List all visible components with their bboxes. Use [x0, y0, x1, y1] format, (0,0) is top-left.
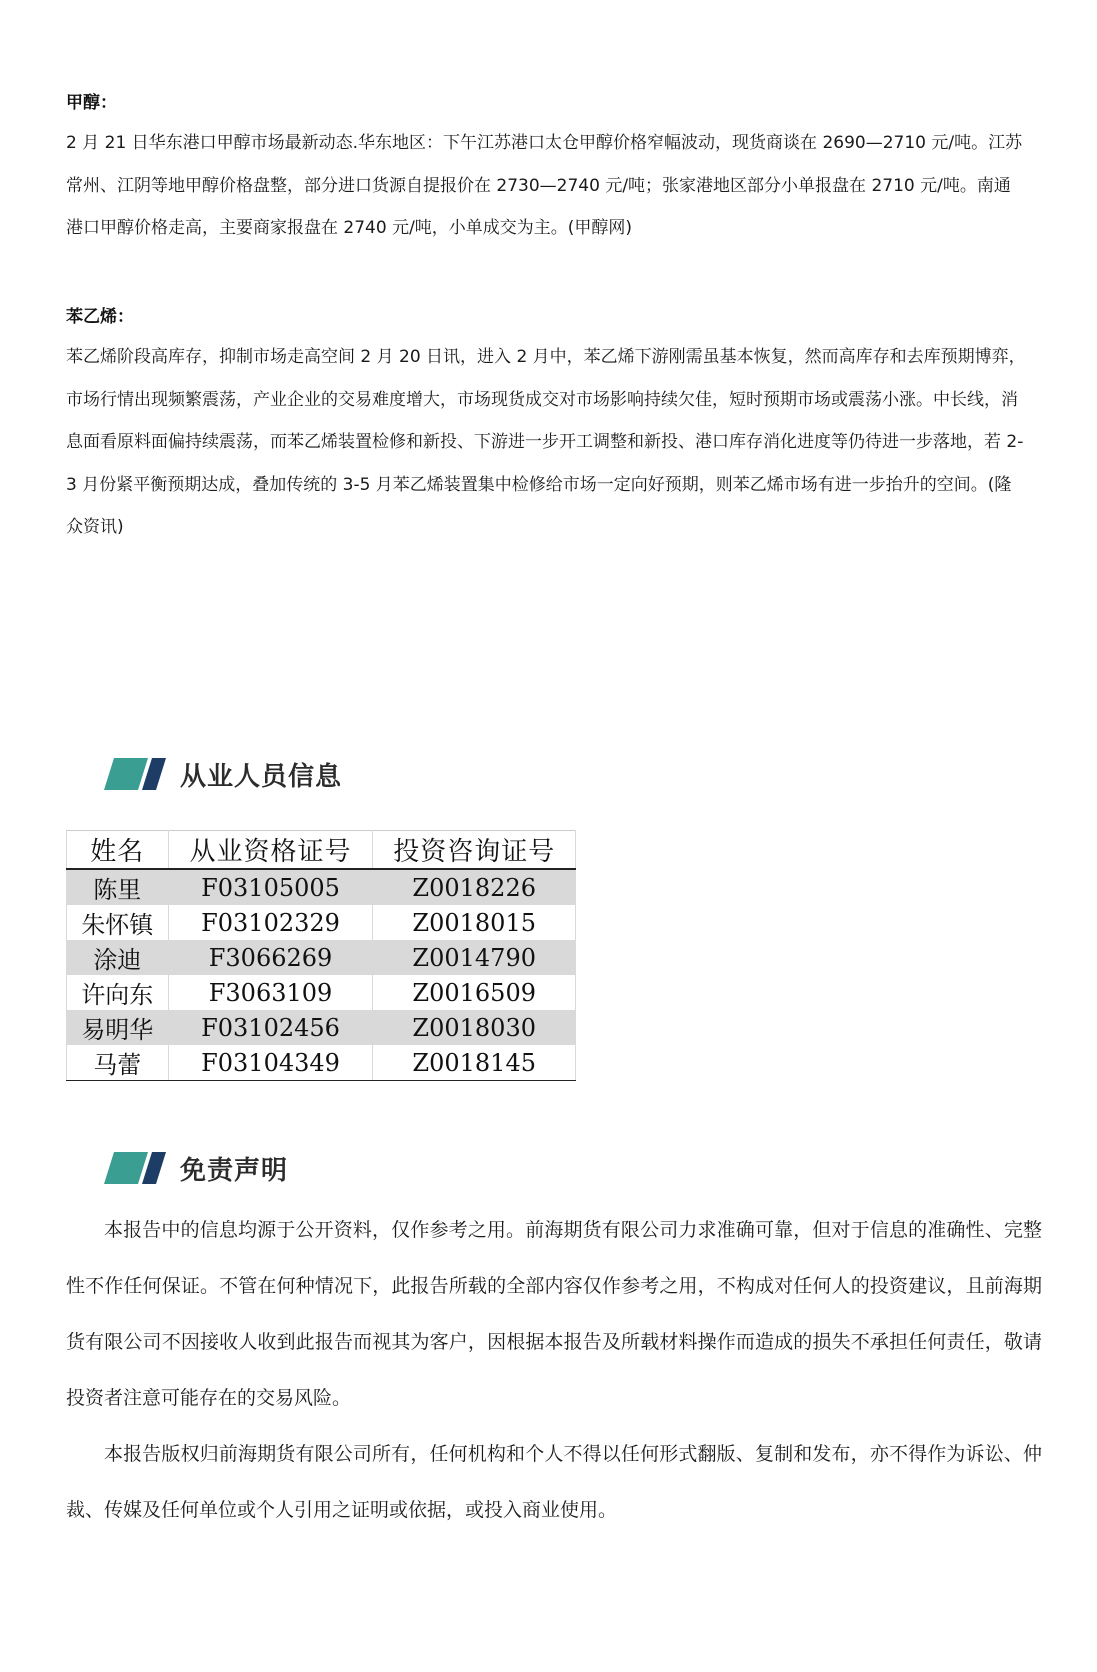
disclaimer-section-title: 免责声明 [180, 1155, 289, 1186]
copyright-paragraph: 本报告版权归前海期货有限公司所有，任何机构和个人不得以任何形式翻版、复制和发布，亦不得作为诉讼、仲裁、传媒及任何单位或个人引用之证明或依据，或投入商业使用。 [66, 1443, 1042, 1521]
styrene-heading: 苯乙烯： [66, 307, 134, 327]
staff-table-header-row [67, 831, 576, 870]
consulting-number: Z0018015 [373, 905, 576, 940]
staff-section-header [104, 758, 342, 790]
staff-name: 马蕾 [67, 1045, 169, 1081]
qualification-number: F03105005 [168, 869, 373, 905]
column-header-consulting: 投资咨询证号 [373, 831, 576, 870]
table-row [67, 1010, 576, 1045]
qualification-number: F03102329 [168, 905, 373, 940]
qualification-number: F3063109 [168, 975, 373, 1010]
section-marker-icon [104, 758, 166, 790]
disclaimer-paragraph: 本报告中的信息均源于公开资料，仅作参考之用。前海期货有限公司力求准确可靠，但对于信息的准确性、完整性不作任何保证。不管在何种情况下，此报告所载的全部内容仅作参考之用，不构成对任何人的投资建议，且前海期货有限公司不因接收人收到此报告而视其为客户，因根据本报告及所载材料操作而造成的损失不承担任何责任，敬请投资者注意可能存在的交易风险。 [66, 1219, 1042, 1409]
column-header-qualification: 从业资格证号 [168, 831, 373, 870]
staff-name: 陈里 [67, 869, 169, 905]
column-header-name: 姓名 [67, 831, 169, 870]
staff-name: 许向东 [67, 975, 169, 1010]
consulting-number: Z0018145 [373, 1045, 576, 1081]
table-row [67, 905, 576, 940]
table-row [67, 1045, 576, 1081]
table-row [67, 940, 576, 975]
styrene-paragraph: 苯乙烯阶段高库存，抑制市场走高空间 2 月 20 日讯，进入 2 月中，苯乙烯下游刚需虽基本恢复，然而高库存和去库预期博弈，市场行情出现频繁震荡，产业企业的交易难度增大，市场现货成交对市场影响持续欠佳，短时预期市场或震荡小涨。中长线，消息面看原料面偏持续震荡，而苯乙烯装置检修和新投、下游进一步开工调整和新投、港口库存消化进度等仍待进一步落地，若 2-3 月份紧平衡预期达成，叠加传统的 3-5 月苯乙烯装置集中检修给市场一定向好预期，则苯乙烯市场有进一步抬升的空间。(隆众资讯) [66, 347, 1026, 537]
staff-section-title: 从业人员信息 [180, 761, 343, 792]
qualification-number: F03104349 [168, 1045, 373, 1081]
staff-name: 易明华 [67, 1010, 169, 1045]
qualification-number: F3066269 [168, 940, 373, 975]
consulting-number: Z0014790 [373, 940, 576, 975]
table-row [67, 869, 576, 905]
methanol-heading: 甲醇： [66, 93, 117, 113]
table-row [67, 975, 576, 1010]
consulting-number: Z0018226 [373, 869, 576, 905]
staff-name: 涂迪 [67, 940, 169, 975]
consulting-number: Z0016509 [373, 975, 576, 1010]
methanol-paragraph: 2 月 21 日华东港口甲醇市场最新动态.华东地区：下午江苏港口太仓甲醇价格窄幅波动，现货商谈在 2690—2710 元/吨。江苏常州、江阴等地甲醇价格盘整，部分进口货源自提报价在 2730—2740 元/吨；张家港地区部分小单报盘在 2710 元/吨。南通港口甲醇价格走高，主要商家报盘在 2740 元/吨，小单成交为主。(甲醇网) [66, 133, 1023, 238]
staff-name: 朱怀镇 [67, 905, 169, 940]
qualification-number: F03102456 [168, 1010, 373, 1045]
consulting-number: Z0018030 [373, 1010, 576, 1045]
section-marker-icon [104, 1152, 166, 1184]
disclaimer-section-header [104, 1152, 288, 1184]
staff-table [66, 830, 576, 1081]
